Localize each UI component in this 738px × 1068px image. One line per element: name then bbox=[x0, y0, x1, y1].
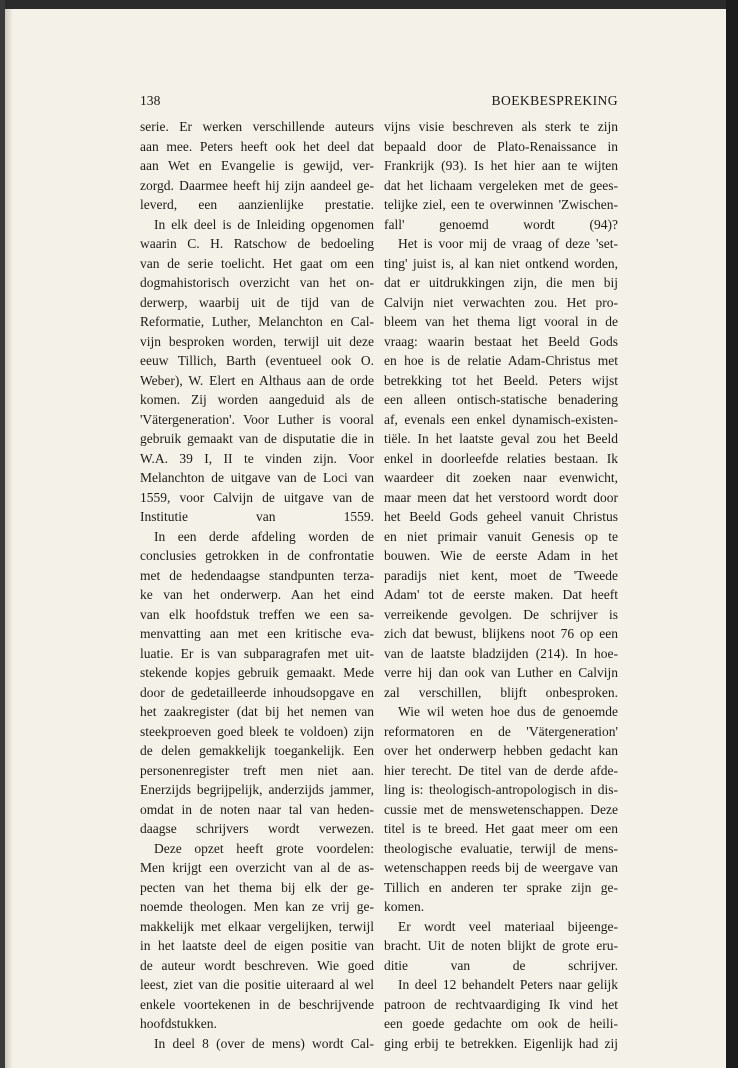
text-line: over het onderwerp hebben gedacht kan bbox=[384, 743, 618, 758]
text-line: Calvijn niet verwachten zou. Het pro- bbox=[384, 294, 618, 310]
text-line: hier terecht. De titel van de derde afde- bbox=[384, 762, 618, 778]
paragraph bbox=[140, 117, 374, 215]
text-line: Institutie van 1559. bbox=[140, 509, 374, 524]
text-line: af, evenals een enkel dynamisch-existen- bbox=[384, 411, 618, 427]
text-line: van de laatste bladzijden (214). In hoe- bbox=[384, 645, 618, 661]
scan-edge-right bbox=[726, 0, 738, 1068]
text-line: omdat in de noten naar tal van heden- bbox=[140, 801, 374, 817]
text-line: In deel 8 (over de mens) wordt Cal- bbox=[154, 1035, 374, 1051]
text-line: noemde theologen. Men kan ze vrij ge- bbox=[140, 899, 374, 914]
text-line: zorgd. Daarmee heeft hij zijn aandeel ge- bbox=[140, 177, 374, 193]
text-line: dat het lichaam vergeleken met de gees- bbox=[384, 177, 618, 193]
paragraph bbox=[384, 117, 618, 234]
text-line: het Beeld Gods geheel vanuit Christus bbox=[384, 509, 618, 524]
text-line: een alleen ontisch-statische benadering bbox=[384, 392, 618, 407]
paragraph bbox=[140, 215, 374, 527]
text-line: komen. bbox=[384, 899, 425, 914]
text-line: eeuw Tillich, Barth (eventueel ook O. bbox=[140, 353, 374, 368]
running-title: BOEKBESPREKING bbox=[491, 93, 618, 108]
text-line: bleem van het thema ligt vooral in de bbox=[384, 314, 618, 329]
text-line: Wie wil weten hoe dus de genoemde bbox=[398, 704, 618, 719]
text-line: bepaald door de Plato-Renaissance in bbox=[384, 138, 618, 154]
text-line: Adam' tot de eerste maken. Dat heeft bbox=[384, 587, 618, 602]
text-line: en hoe is de relatie Adam-Christus met bbox=[384, 353, 618, 368]
text-line: Weber), W. Elert en Althaus aan de orde bbox=[140, 372, 374, 388]
paragraph bbox=[384, 234, 618, 702]
text-line: verre hij dan ook van Luther en Calvijn bbox=[384, 665, 618, 680]
text-line: personenregister treft men niet aan. bbox=[140, 762, 374, 778]
text-line: Reformatie, Luther, Melanchton en Cal- bbox=[140, 314, 374, 329]
text-line: door de gedetailleerde inhoudsopgave en bbox=[140, 684, 374, 700]
text-line: reformatoren en de 'Vätergeneration' bbox=[384, 723, 618, 739]
text-line: het zaakregister (dat bij het nemen van bbox=[140, 704, 374, 719]
text-line: titel is te breed. Het gaat meer om een bbox=[384, 821, 618, 836]
text-line: Enerzijds begrijpelijk, anderzijds jammer, bbox=[140, 782, 374, 797]
text-line: makkelijk met elkaar vergelijken, terwijl bbox=[140, 918, 374, 934]
text-line: Melanchton de uitgave van de Loci van bbox=[140, 470, 374, 485]
page-gutter-shadow bbox=[5, 9, 13, 1068]
text-line: ditie van de schrijver. bbox=[384, 957, 618, 973]
text-line: ling is: theologisch-antropologisch in dis- bbox=[384, 782, 618, 797]
left-text-column bbox=[140, 117, 374, 1053]
text-line: met de hedendaagse standpunten terza- bbox=[140, 567, 374, 583]
text-line: leest, ziet van die positie uiteraard al wel bbox=[140, 977, 374, 992]
text-line: de delen gemakkelijk toegankelijk. Een bbox=[140, 743, 374, 758]
text-line: de auteur wordt beschreven. Wie goed bbox=[140, 957, 374, 973]
text-line: leverd, een aanzienlijke prestatie. bbox=[140, 197, 374, 212]
text-line: gebruik gemaakt van de disputatie die in bbox=[140, 431, 374, 446]
text-line: Er wordt veel materiaal bijeenge- bbox=[398, 918, 618, 934]
text-line: Men krijgt een overzicht van al de as- bbox=[140, 860, 374, 875]
text-line: 'Vätergeneration'. Voor Luther is vooral bbox=[140, 411, 374, 427]
text-line: fall' genoemd wordt (94)? bbox=[384, 216, 618, 232]
text-line: verreikende gevolgen. De schrijver is bbox=[384, 606, 618, 622]
text-line: ting' juist is, al kan niet ontkend worden, bbox=[384, 255, 618, 271]
text-line: wetenschappen reeds bij de weergave van bbox=[384, 860, 618, 875]
text-line: derwerp, waarbij uit de tijd van de bbox=[140, 294, 374, 310]
text-line: paradijs niet kent, moet de 'Tweede bbox=[384, 567, 618, 583]
text-line: cussie met de menswetenschappen. Deze bbox=[384, 801, 618, 817]
text-line: In een derde afdeling worden de bbox=[154, 528, 374, 544]
text-line: luatie. Er is van subparagrafen met uit- bbox=[140, 645, 374, 661]
text-line: hoofdstukken. bbox=[140, 1016, 217, 1031]
text-line: vijns visie beschreven als sterk te zijn bbox=[384, 119, 618, 134]
text-line: Deze opzet heeft grote voordelen: bbox=[154, 840, 374, 856]
text-line: enkele voortekenen in de beschrijvende bbox=[140, 996, 374, 1012]
text-line: pecten van het thema bij elk der ge- bbox=[140, 879, 374, 895]
text-line: bracht. Uit de noten blijkt de grote eru- bbox=[384, 938, 618, 953]
text-line: ging erbij te betrekken. Eigenlijk had zij bbox=[384, 1035, 618, 1051]
text-line: In elk deel is de Inleiding opgenomen bbox=[154, 216, 374, 232]
paragraph bbox=[384, 917, 618, 976]
text-line: aan Wet en Evangelie is gewijd, ver- bbox=[140, 158, 374, 173]
text-line: conclusies getrokken in de confrontatie bbox=[140, 548, 374, 563]
text-line: een goede gedachte om ook de heili- bbox=[384, 1016, 618, 1031]
text-line: ke van het onderwerp. Aan het eind bbox=[140, 587, 374, 602]
text-line: In deel 12 behandelt Peters naar gelijk bbox=[398, 977, 618, 992]
paragraph bbox=[384, 975, 618, 1053]
text-line: van elk hoofdstuk treffen we een sa- bbox=[140, 606, 374, 622]
text-line: waardeer dit zoeken naar evenwicht, bbox=[384, 470, 618, 485]
text-line: vraag: waarin bestaat het Beeld Gods bbox=[384, 333, 618, 349]
text-line: aan mee. Peters heeft ook het deel dat bbox=[140, 138, 374, 154]
text-line: telijke ziel, een te overwinnen 'Zwischen- bbox=[384, 197, 618, 212]
paragraph bbox=[140, 527, 374, 839]
text-line: Tillich en anderen ter sprake zijn ge- bbox=[384, 879, 618, 895]
text-line: tiële. In het laatste geval zou het Beeld bbox=[384, 431, 618, 446]
text-line: dogmahistorisch overzicht van het on- bbox=[140, 275, 374, 290]
text-line: in het laatste deel de eigen positie van bbox=[140, 938, 374, 953]
text-line: bouwen. Wie de eerste Adam in het bbox=[384, 548, 618, 563]
paragraph bbox=[140, 1034, 374, 1054]
text-line: daagse schrijvers wordt verwezen. bbox=[140, 821, 374, 836]
text-line: serie. Er werken verschillende auteurs bbox=[140, 119, 374, 134]
text-line: betrekking tot het Beeld. Peters wijst bbox=[384, 372, 618, 388]
text-line: en niet primair vanuit Genesis op te bbox=[384, 528, 618, 544]
text-line: stekende kopjes gebruik gemaakt. Mede bbox=[140, 665, 374, 680]
text-line: steekproeven goed bleek te voldoen) zijn bbox=[140, 723, 374, 739]
text-line: zal verschillen, blijft onbesproken. bbox=[384, 684, 618, 700]
text-line: menvatting aan met een kritische eva- bbox=[140, 626, 374, 641]
text-line: enkel in doorleefde relaties bestaan. Ik bbox=[384, 450, 618, 466]
text-line: komen. Zij worden aangeduid als de bbox=[140, 392, 374, 407]
right-text-column bbox=[384, 117, 618, 1053]
text-line: Frankrijk (93). Is het hier aan te wijten bbox=[384, 158, 618, 173]
text-line: maar meen dat het verstoord wordt door bbox=[384, 489, 618, 505]
text-line: 1559, voor Calvijn de uitgave van de bbox=[140, 489, 374, 505]
paragraph bbox=[140, 839, 374, 1034]
text-line: W.A. 39 I, II te vinden zijn. Voor bbox=[140, 450, 374, 466]
text-line: zich dat bewust, blijkens noot 76 op een bbox=[384, 626, 618, 641]
text-line: patroon de rechtvaardiging Ik vind het bbox=[384, 996, 618, 1012]
text-line: theologische evaluatie, terwijl de mens- bbox=[384, 840, 618, 856]
scan-edge-top bbox=[0, 0, 738, 9]
text-line: dat er uitdrukkingen zijn, die men bij bbox=[384, 275, 618, 290]
text-line: vijn besproken worden, terwijl uit deze bbox=[140, 333, 374, 349]
text-line: Het is voor mij de vraag of deze 'set- bbox=[398, 236, 618, 251]
paragraph bbox=[384, 702, 618, 917]
page-number: 138 bbox=[140, 93, 161, 108]
text-line: waarin C. H. Ratschow de bedoeling bbox=[140, 236, 374, 251]
text-line: van de serie toelicht. Het gaat om een bbox=[140, 255, 374, 271]
